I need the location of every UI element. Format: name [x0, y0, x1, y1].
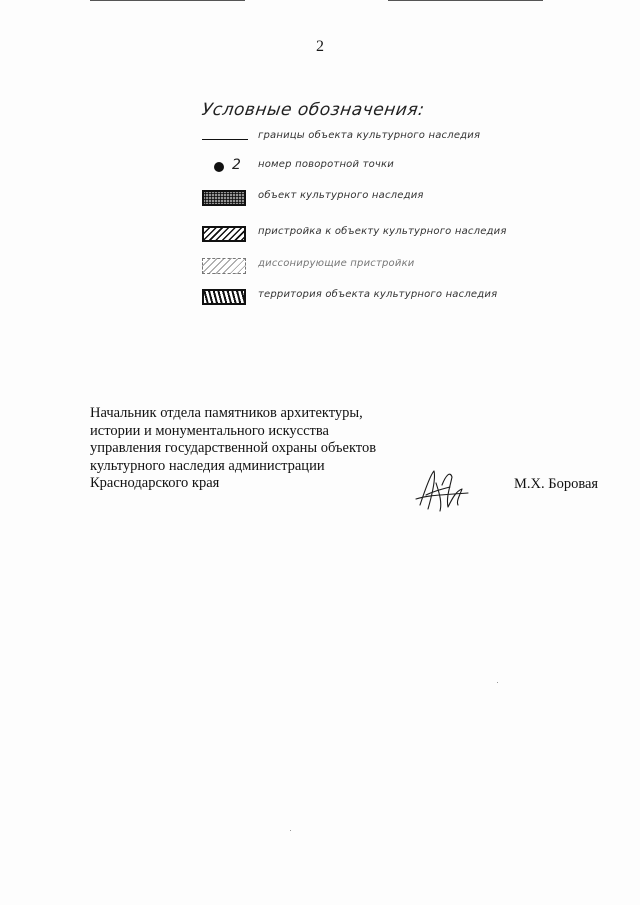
- dashed-hatch-swatch: [202, 258, 246, 274]
- point-number-symbol: 2: [232, 157, 241, 173]
- signer-title-line: Краснодарского края: [90, 475, 220, 491]
- legend-label: диссонирующие пристройки: [258, 258, 415, 269]
- signer-title-line: Начальник отдела памятников архитектуры,: [90, 405, 363, 421]
- legend-title: Условные обозначения:: [200, 100, 426, 120]
- handwritten-signature: [412, 465, 472, 515]
- page-number: 2: [316, 38, 324, 55]
- signer-title-line: истории и монументального искусства: [90, 422, 329, 439]
- scan-speck: [497, 682, 498, 683]
- scan-speck: [290, 830, 291, 831]
- point-dot-symbol: [214, 162, 224, 172]
- dense-fill-swatch: [202, 190, 246, 206]
- boundary-line-symbol: [202, 139, 248, 140]
- legend-label: территория объекта культурного наследия: [258, 289, 498, 300]
- legend-label: границы объекта культурного наследия: [258, 130, 481, 141]
- top-rule-left: [90, 0, 245, 1]
- diagonal-hatch-swatch: [202, 226, 246, 242]
- signer-name: М.Х. Боровая: [514, 476, 599, 492]
- vertical-hatch-swatch: [202, 289, 246, 305]
- legend-label: пристройка к объекту культурного наследия: [258, 226, 507, 237]
- legend-label: объект культурного наследия: [258, 190, 424, 201]
- signer-title-line: культурного наследия администрации: [90, 457, 325, 474]
- signer-title-line: управления государственной охраны объектов: [90, 440, 377, 456]
- legend-label: номер поворотной точки: [258, 159, 394, 170]
- signature-block: [90, 405, 400, 493]
- top-rule-right: [388, 0, 543, 1]
